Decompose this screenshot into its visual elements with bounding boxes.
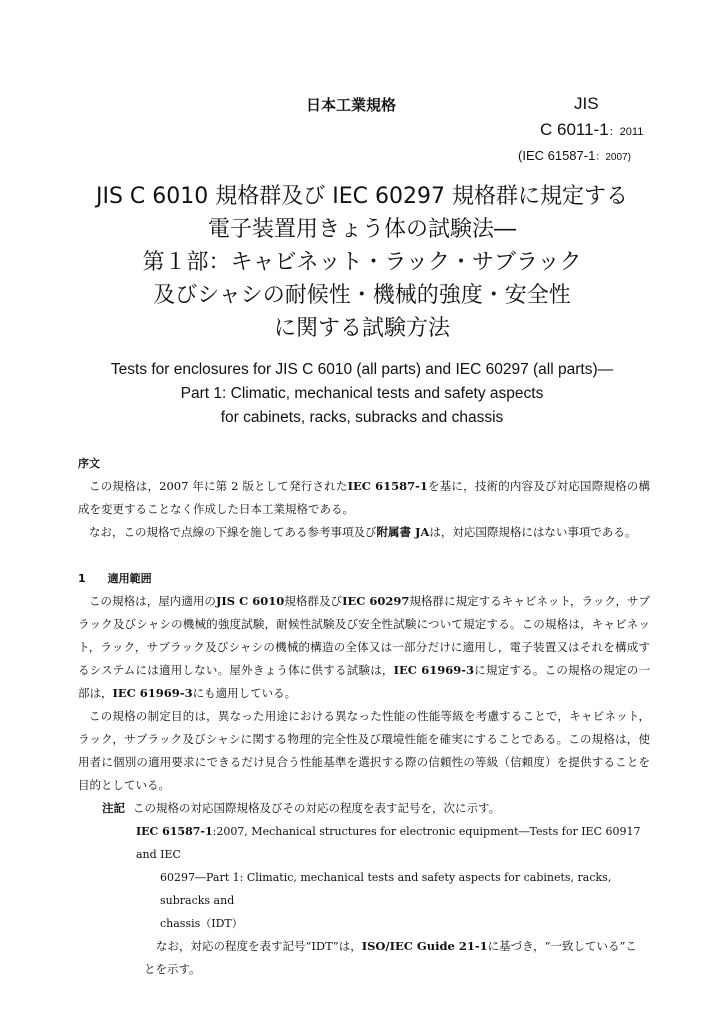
- preface-paragraph: [78, 521, 650, 544]
- standard-ref: JIS C 6010: [215, 594, 285, 608]
- note-tail: とを示す。: [144, 962, 201, 976]
- scope-paragraph: [78, 590, 650, 705]
- text-run: にも適用している。: [192, 686, 297, 700]
- english-title-line: Tests for enclosures for JIS C 6010 (all parts) and IEC 60297 (all parts)―: [110, 361, 614, 378]
- text-run: を基に，技術的内容及び対応国際規格の構成を変更することなく作成した日本工業規格である。: [78, 479, 650, 516]
- note-tail: [144, 935, 650, 958]
- text-run: 規格群及び: [284, 594, 343, 608]
- reference-line: [136, 820, 650, 866]
- reference-line: 60297―Part 1: Climatic, mechanical tests and safety aspects for cabinets, racks, subracks and: [160, 871, 612, 907]
- standard-ref: IEC 61587-1: [347, 479, 428, 493]
- japanese-title-line: JIS C 6010 規格群及び IEC 60297 規格群に規定する: [96, 184, 628, 209]
- standard-number: [540, 120, 643, 140]
- iec-reference: [518, 148, 631, 163]
- standard-ref: IEC 61969-3: [393, 663, 474, 677]
- purpose-paragraph: この規格の制定目的は，異なった用途における異なった性能の性能等級を考慮することで，キャビネット，ラック，サブラック及びシャシに関する物理的完全性及び環境性能を確実にすることである。この規格は，使用者に個別の適用要求にできるだけ見合う性能基準を選択する際の信頼性の等級（信頼度）を提供することを目的としている。: [78, 709, 650, 792]
- standard-number-value: C 6011-1: [540, 120, 609, 139]
- spacer: [78, 544, 650, 567]
- english-title-line: for cabinets, racks, subracks and chassis: [220, 409, 504, 426]
- english-title: [40, 358, 684, 430]
- preface-paragraph: [78, 475, 650, 521]
- note: [102, 797, 650, 820]
- iec-reference-year: ：2007): [595, 152, 631, 163]
- text-run: 規格群に規定するキャビネット，ラック，サブラック及びシャシの機械的強度試験，耐候性試験及び安全性試験について規定する。この規格は，キャビネット，ラック，サブラック及びシャシの機械的構造の全体又は一部分だけに適用し，電子装置又はそれを構成するシステムには適用しない。屋外きょう体に供する試験は，: [78, 594, 651, 677]
- standard-year: ：2011: [608, 126, 644, 138]
- standard-ref: IEC 61969-3: [112, 686, 193, 700]
- reference-line: chassis（IDT）: [160, 917, 243, 930]
- text-run: は，対応国際規格にはない事項である。: [429, 525, 637, 539]
- japanese-title-line: に関する試験方法: [273, 316, 450, 341]
- japanese-title-line: 第１部：キャビネット・ラック・サブラック: [142, 250, 582, 275]
- text-run: に規定する。この規格の規定の一部は，: [78, 663, 650, 700]
- standard-ref: IEC 61587-1: [136, 825, 213, 838]
- text-run: この規格は，屋内適用の: [89, 594, 216, 608]
- jis-label: JIS: [574, 94, 599, 113]
- note-text: この規格の対応国際規格及びその対応の程度を表す記号を，次に示す。: [133, 801, 501, 815]
- preface-heading: 序文: [78, 457, 100, 470]
- iec-reference-number: (IEC 61587-1: [518, 148, 596, 163]
- annex-ref: 附属書 JA: [376, 525, 430, 539]
- japanese-title-line: 及びシャシの耐候性・機械的強度・安全性: [153, 283, 571, 308]
- text-run: この規格は，2007 年に第 2 版として発行された: [89, 479, 348, 493]
- guide-ref: ISO/IEC Guide 21-1: [361, 939, 488, 953]
- text-run: に基づき，“一致している”こ: [487, 939, 637, 953]
- english-title-line: Part 1: Climatic, mechanical tests and safety aspects: [180, 385, 544, 402]
- standard-ref: IEC 60297: [342, 594, 410, 608]
- standard-name: 日本工業規格: [306, 96, 397, 114]
- japanese-title: [40, 180, 684, 345]
- text-run: :2007, Mechanical structures for electronic equipment―Tests for IEC 60917 and IEC: [136, 825, 641, 861]
- text-run: なお，この規格で点線の下線を施してある参考事項及び: [89, 525, 377, 539]
- text-run: なお，対応の程度を表す記号“IDT”は，: [156, 939, 362, 953]
- japanese-title-line: 電子装置用きょう体の試験法―: [207, 217, 516, 242]
- document-body: [78, 452, 650, 981]
- note-label: 注記: [102, 801, 125, 815]
- section-heading: 1 適用範囲: [78, 572, 152, 585]
